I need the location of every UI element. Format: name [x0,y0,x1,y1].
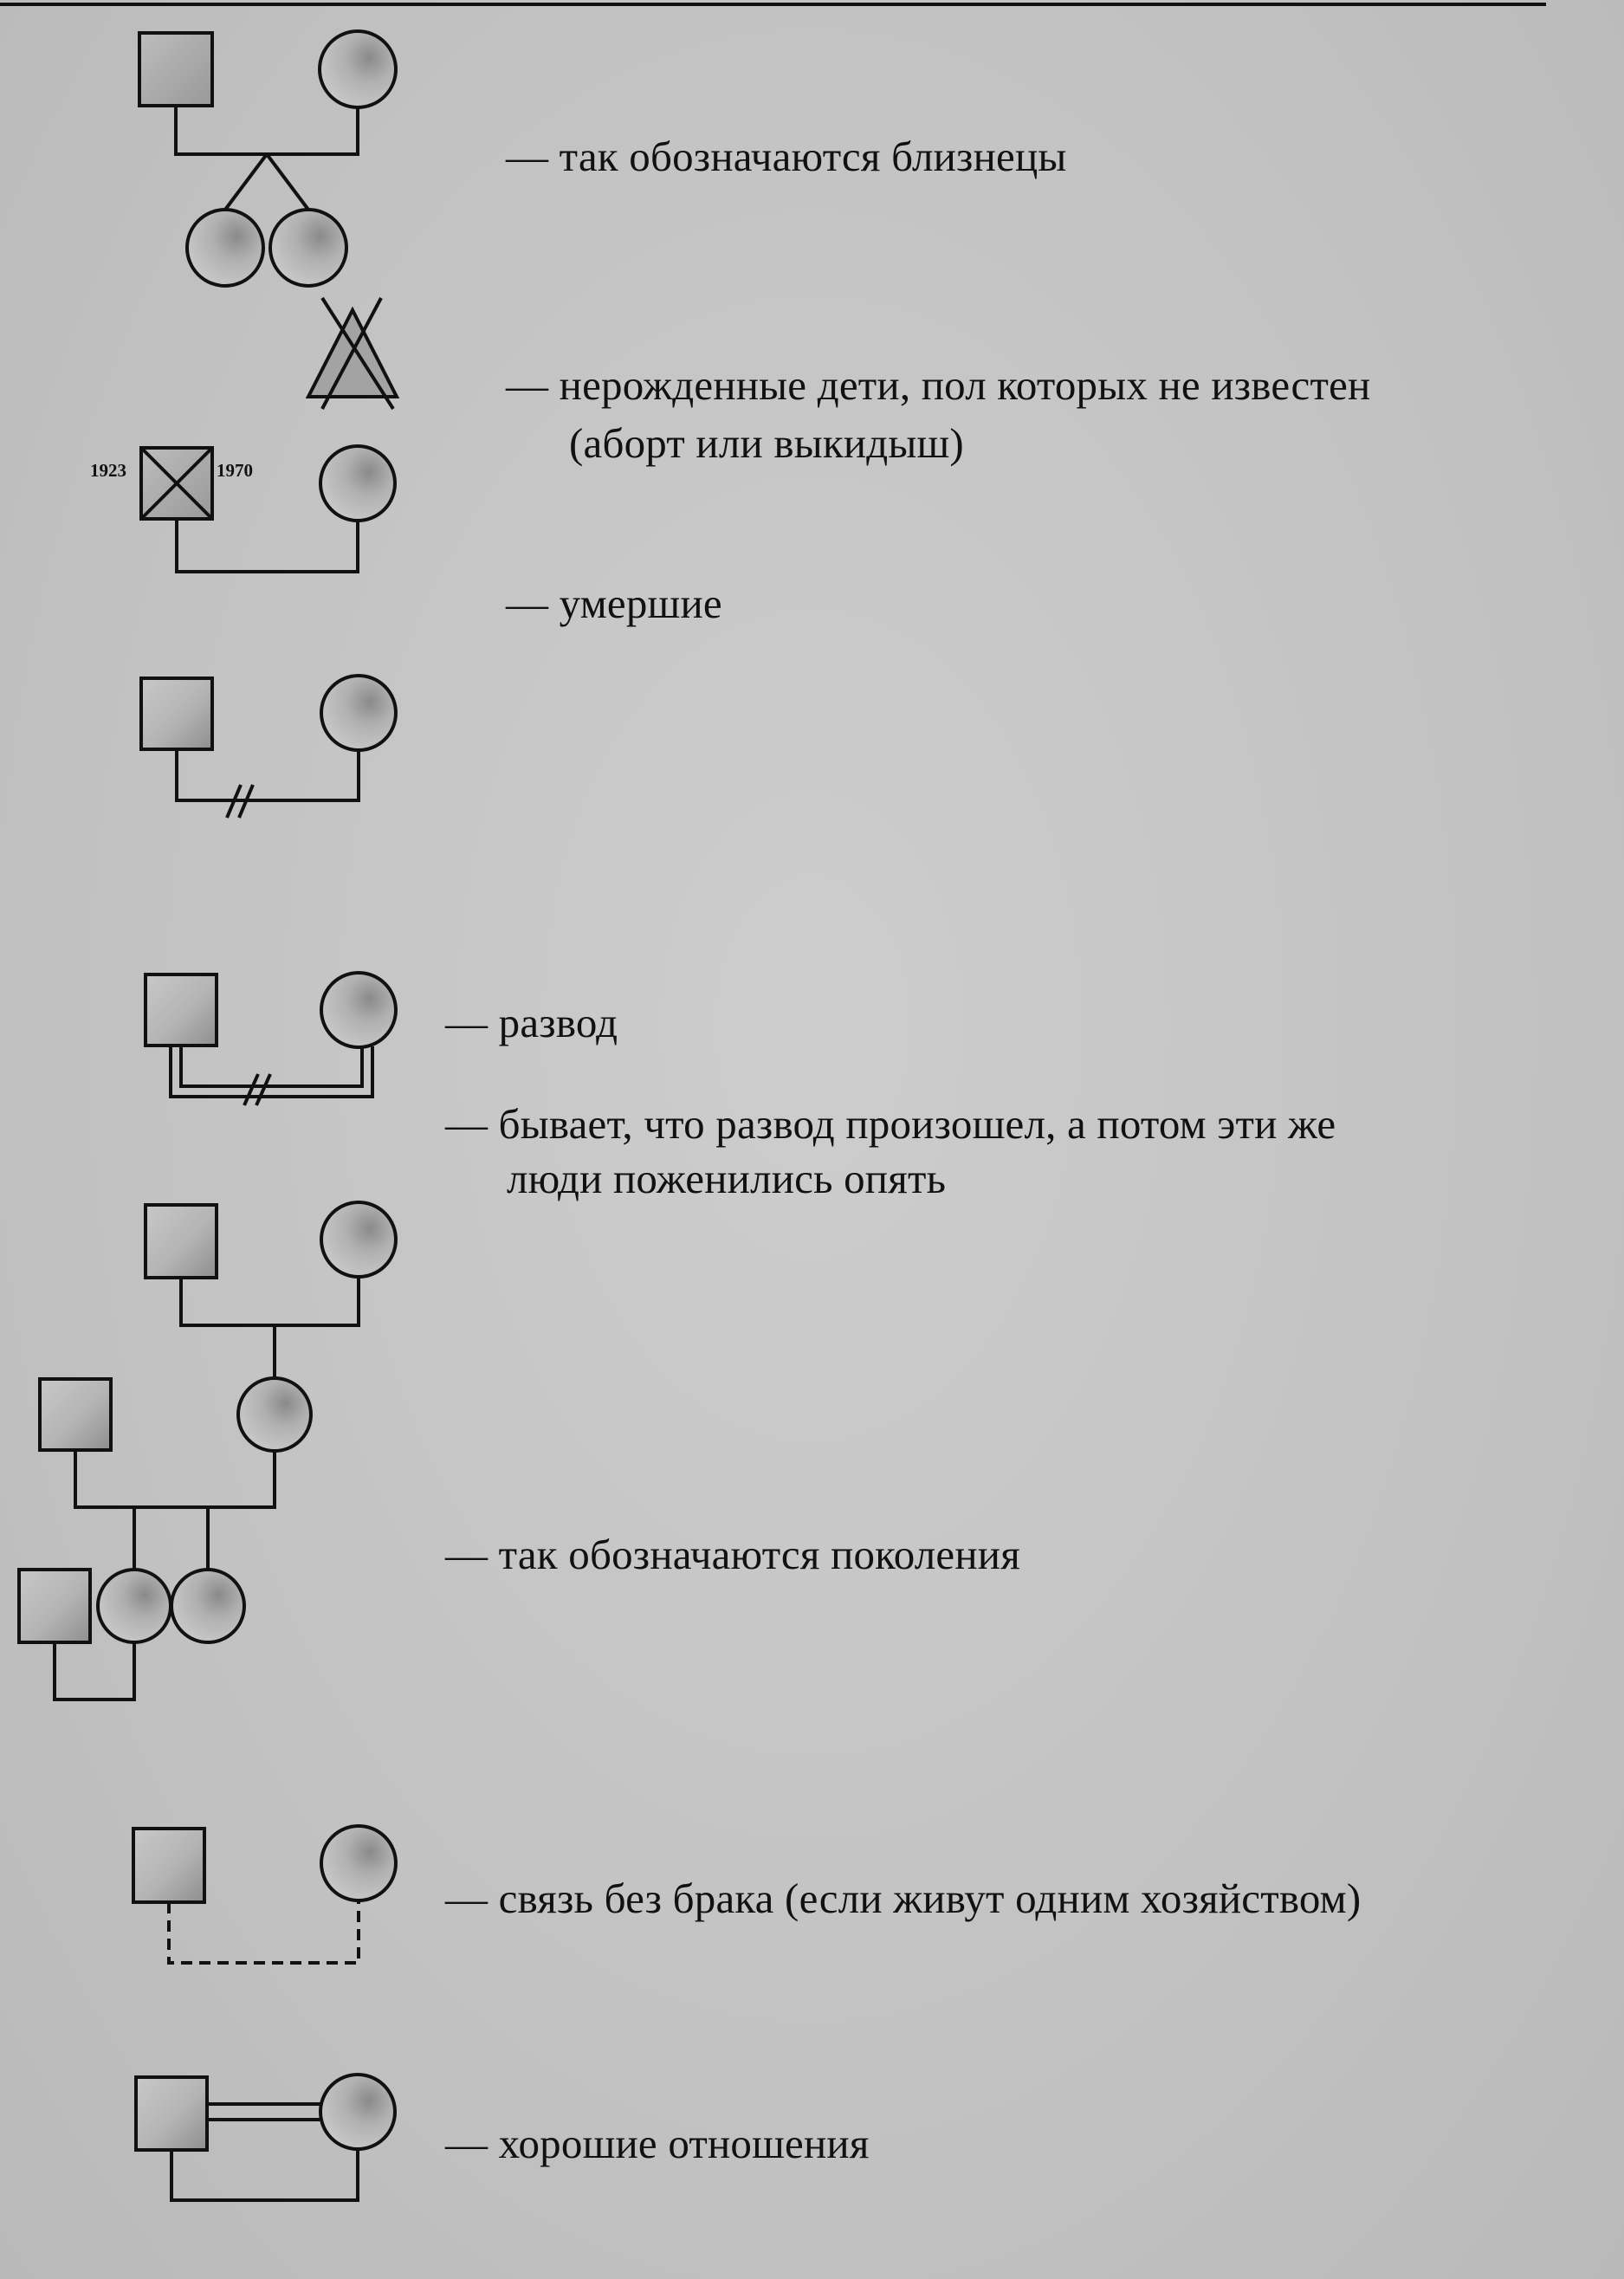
caption-remarriage-line1: — бывает, что развод произошел, а потом эти же [445,1100,1336,1148]
caption-twins: — так обозначаются близнецы [506,133,1067,180]
divorce-symbol [146,973,396,1105]
caption-remarriage-line2: люди поженились опять [507,1155,947,1202]
female-circle [320,31,396,107]
birth-year: 1923 [90,460,126,481]
male-square [139,33,212,106]
caption-good-relations: — хорошие отношения [445,2120,870,2167]
twin-circle [270,210,346,286]
caption-deceased: — умершие [506,579,722,627]
separation-symbol [141,676,396,818]
good-relations-symbol [136,2075,395,2200]
caption-cohabitation: — связь без брака (если живут одним хозяйством) [445,1874,1362,1922]
deceased-symbol [141,446,395,572]
death-year: 1970 [217,460,253,481]
caption-generations: — так обозначаются поколения [445,1531,1020,1578]
cohabitation-symbol [133,1826,396,1963]
generations-symbol [19,1202,396,1700]
caption-unborn-line1: — нерожденные дети, пол которых не известен [506,361,1371,409]
caption-divorce: — развод [445,999,618,1046]
unborn-symbol [308,298,397,409]
twin-circle [187,210,263,286]
twins-symbol [139,31,396,286]
caption-unborn-line2: (аборт или выкидыш) [569,419,964,467]
